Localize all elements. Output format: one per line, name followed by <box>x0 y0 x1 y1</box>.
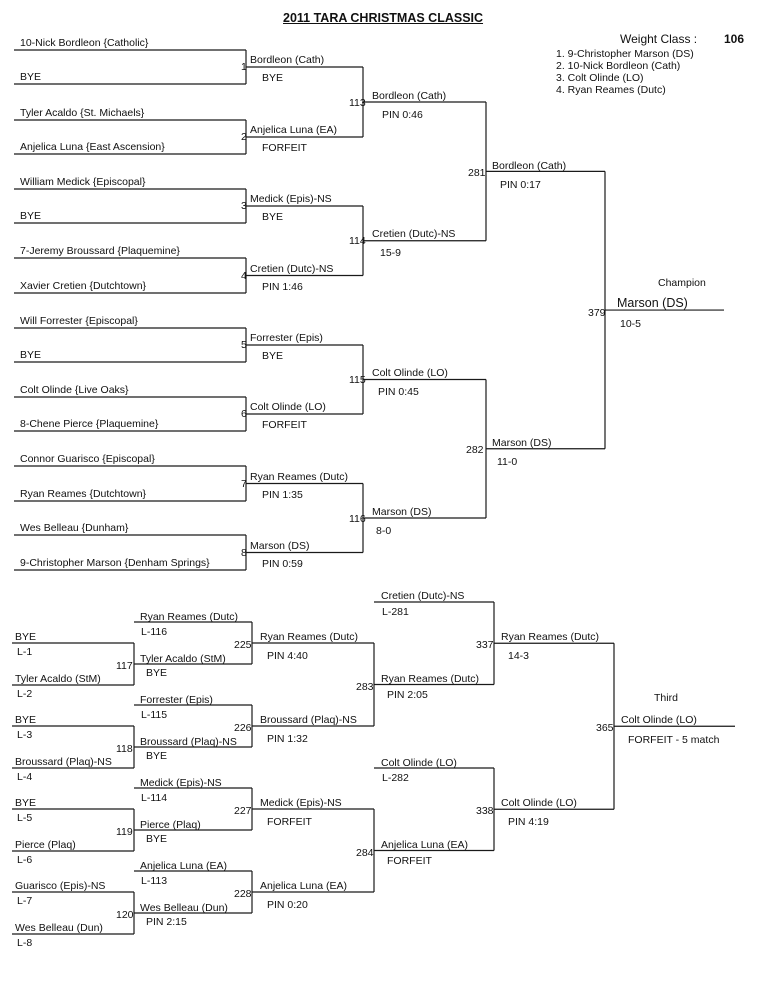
placer-2: 2. 10-Nick Bordleon (Cath) <box>556 60 681 72</box>
bout-number: 228 <box>234 888 252 900</box>
cons-seed: L-3 <box>17 729 33 741</box>
bout-number: 282 <box>466 444 484 456</box>
bout-number: 337 <box>476 639 494 651</box>
match-winner: Cretien (Dutc)-NS <box>250 263 334 275</box>
match-result: FORFEIT <box>262 419 307 431</box>
match-result: PIN 1:46 <box>262 281 303 293</box>
entrant: Xavier Cretien {Dutchtown} <box>20 280 147 292</box>
bout-number: 120 <box>116 909 134 921</box>
match-winner: Bordleon (Cath) <box>372 90 447 102</box>
match-winner: Colt Olinde (LO) <box>250 401 326 413</box>
bout-number: 2 <box>241 131 247 143</box>
match-winner: Ryan Reames (Dutc) <box>501 631 600 643</box>
bout-number: 4 <box>241 270 247 282</box>
match-result: BYE <box>262 211 284 223</box>
match-result: PIN 4:19 <box>508 816 549 828</box>
match-result: PIN 0:45 <box>378 386 419 398</box>
entrant: 7-Jeremy Broussard {Plaquemine} <box>20 245 180 257</box>
cons-seed: L-2 <box>17 688 33 700</box>
champion-name: Marson (DS) <box>617 296 688 310</box>
bout-number: 379 <box>588 307 606 319</box>
cons-entrant: Guarisco (Epis)-NS <box>15 880 106 892</box>
entrant: BYE <box>20 210 42 222</box>
match-winner: Bordleon (Cath) <box>492 160 567 172</box>
dropin-name: Ryan Reames (Dutc) <box>140 611 239 623</box>
dropin-seed: L-115 <box>141 709 168 721</box>
entrant: Colt Olinde {Live Oaks} <box>20 384 129 396</box>
match-winner: Broussard (Plaq)-NS <box>260 714 357 726</box>
match-result: PIN 4:40 <box>267 650 308 662</box>
bout-number: 226 <box>234 722 252 734</box>
match-winner: Anjelica Luna (EA) <box>250 124 337 136</box>
match-result: BYE <box>146 667 168 679</box>
match-result: PIN 2:05 <box>387 689 428 701</box>
third-label: Third <box>654 692 678 704</box>
bout-number: 118 <box>116 743 133 755</box>
bout-number: 283 <box>356 681 374 693</box>
cons-seed: L-1 <box>17 646 33 658</box>
dropin-name: Colt Olinde (LO) <box>381 757 457 769</box>
match-result: BYE <box>262 72 284 84</box>
entrant: 8-Chene Pierce {Plaquemine} <box>20 418 159 430</box>
cons-seed: L-7 <box>17 895 33 907</box>
bout-number: 7 <box>241 478 247 490</box>
match-winner: Colt Olinde (LO) <box>501 797 577 809</box>
weight-class-value: 106 <box>724 32 745 46</box>
bout-number: 227 <box>234 805 252 817</box>
bout-number: 338 <box>476 805 494 817</box>
placer-3: 3. Colt Olinde (LO) <box>556 72 644 84</box>
bout-number: 1 <box>241 61 247 73</box>
match-winner: Pierce (Plaq) <box>140 819 201 831</box>
dropin-seed: L-282 <box>382 772 409 784</box>
match-result: PIN 0:17 <box>500 179 541 191</box>
bout-number: 281 <box>468 167 486 179</box>
entrant: BYE <box>20 349 42 361</box>
match-winner: Cretien (Dutc)-NS <box>372 228 456 240</box>
match-result: PIN 0:20 <box>267 899 308 911</box>
entrant: Tyler Acaldo {St. Michaels} <box>20 107 145 119</box>
match-winner: Tyler Acaldo (StM) <box>140 653 226 665</box>
match-result: 11-0 <box>497 456 518 468</box>
match-result: BYE <box>146 750 168 762</box>
dropin-seed: L-116 <box>141 626 168 638</box>
match-winner: Forrester (Epis) <box>250 332 323 344</box>
match-winner: Anjelica Luna (EA) <box>260 880 347 892</box>
bout-number: 284 <box>356 847 374 859</box>
cons-entrant: BYE <box>15 797 37 809</box>
placer-1: 1. 9-Christopher Marson (DS) <box>556 48 694 60</box>
entrant: BYE <box>20 71 42 83</box>
dropin-seed: L-281 <box>382 606 409 618</box>
match-winner: Ryan Reames (Dutc) <box>260 631 359 643</box>
entrant: Anjelica Luna {East Ascension} <box>20 141 165 153</box>
bout-number: 115 <box>349 374 366 386</box>
entrant: Connor Guarisco {Episcopal} <box>20 453 155 465</box>
cons-entrant: BYE <box>15 631 37 643</box>
match-result: PIN 0:59 <box>262 558 303 570</box>
match-winner: Ryan Reames (Dutc) <box>381 673 480 685</box>
cons-entrant: Tyler Acaldo (StM) <box>15 673 101 685</box>
bout-number: 6 <box>241 408 247 420</box>
dropin-name: Forrester (Epis) <box>140 694 213 706</box>
match-winner: Marson (DS) <box>372 506 432 518</box>
entrant: Wes Belleau {Dunham} <box>20 522 129 534</box>
entrant: 10-Nick Bordleon {Catholic} <box>20 37 149 49</box>
weight-class-label: Weight Class : <box>620 32 698 46</box>
bout-number: 3 <box>241 200 247 212</box>
bout-number: 119 <box>116 826 133 838</box>
third-place-name: Colt Olinde (LO) <box>621 714 697 726</box>
bout-number: 113 <box>349 97 366 109</box>
cons-seed: L-8 <box>17 937 33 949</box>
entrant: William Medick {Episcopal} <box>20 176 146 188</box>
match-winner: Ryan Reames (Dutc) <box>250 471 349 483</box>
bout-number: 116 <box>349 513 366 525</box>
bout-number: 114 <box>349 235 366 247</box>
match-result: PIN 2:15 <box>146 916 187 928</box>
bout-number: 365 <box>596 722 614 734</box>
match-winner: Wes Belleau (Dun) <box>140 902 228 914</box>
match-winner: Colt Olinde (LO) <box>372 367 448 379</box>
match-result: PIN 0:46 <box>382 109 423 121</box>
cons-entrant: Broussard (Plaq)-NS <box>15 756 112 768</box>
cons-entrant: Pierce (Plaq) <box>15 839 76 851</box>
match-result: FORFEIT <box>387 855 432 867</box>
bout-number: 8 <box>241 547 247 559</box>
entrant: Will Forrester {Episcopal} <box>20 315 138 327</box>
placer-4: 4. Ryan Reames (Dutc) <box>556 84 666 96</box>
match-result: FORFEIT - 5 match <box>628 734 720 746</box>
match-winner: Bordleon (Cath) <box>250 54 325 66</box>
match-result: BYE <box>262 350 284 362</box>
page-title: 2011 TARA CHRISTMAS CLASSIC <box>283 11 484 25</box>
dropin-seed: L-114 <box>141 792 168 804</box>
bout-number: 5 <box>241 339 247 351</box>
entrant: Ryan Reames {Dutchtown} <box>20 488 147 500</box>
match-result: 14-3 <box>508 650 530 662</box>
match-winner: Medick (Epis)-NS <box>250 193 332 205</box>
match-winner: Medick (Epis)-NS <box>260 797 342 809</box>
cons-seed: L-5 <box>17 812 33 824</box>
match-result: FORFEIT <box>262 142 307 154</box>
match-winner: Marson (DS) <box>492 437 552 449</box>
match-result: PIN 1:32 <box>267 733 308 745</box>
match-winner: Marson (DS) <box>250 540 310 552</box>
match-result: PIN 1:35 <box>262 489 303 501</box>
dropin-name: Anjelica Luna (EA) <box>140 860 227 872</box>
bout-number: 225 <box>234 639 252 651</box>
cons-entrant: BYE <box>15 714 37 726</box>
match-result: 10-5 <box>620 318 642 330</box>
bout-number: 117 <box>116 660 133 672</box>
final-label: Champion <box>658 277 706 289</box>
cons-seed: L-6 <box>17 854 33 866</box>
match-result: 15-9 <box>380 247 402 259</box>
dropin-seed: L-113 <box>141 875 168 887</box>
match-result: 8-0 <box>376 525 392 537</box>
match-result: BYE <box>146 833 168 845</box>
match-winner: Anjelica Luna (EA) <box>381 839 468 851</box>
dropin-name: Cretien (Dutc)-NS <box>381 590 465 602</box>
entrant: 9-Christopher Marson {Denham Springs} <box>20 557 210 569</box>
cons-entrant: Wes Belleau (Dun) <box>15 922 103 934</box>
match-winner: Broussard (Plaq)-NS <box>140 736 237 748</box>
cons-seed: L-4 <box>17 771 33 783</box>
match-result: FORFEIT <box>267 816 312 828</box>
dropin-name: Medick (Epis)-NS <box>140 777 222 789</box>
